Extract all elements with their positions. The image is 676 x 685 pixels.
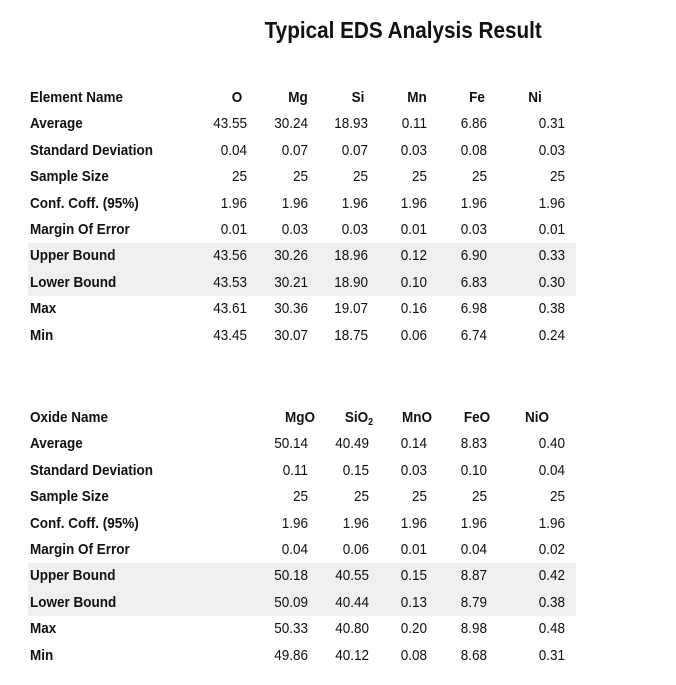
- table-cell: 30.24: [274, 115, 308, 133]
- table-cell: 8.83: [460, 435, 487, 453]
- row-label: Margin Of Error: [30, 220, 130, 238]
- table-cell: 40.12: [335, 646, 369, 664]
- row-label: Min: [30, 326, 54, 344]
- row-label: Upper Bound: [30, 567, 116, 585]
- column-header: Si: [351, 89, 365, 106]
- table-cell: 1.96: [342, 514, 369, 532]
- table-cell: 0.20: [400, 620, 427, 638]
- table-cell: 18.90: [334, 273, 368, 291]
- column-header: Ni: [528, 89, 542, 106]
- table-cell: 0.04: [281, 540, 308, 558]
- table-cell: 25: [352, 168, 368, 186]
- header-label: Element Name: [30, 89, 124, 106]
- table-cell: 0.30: [538, 273, 565, 291]
- column-header: Mg: [288, 89, 308, 106]
- column-header-base: FeO: [463, 409, 491, 426]
- oxide-table: [28, 405, 576, 669]
- table-cell: 0.42: [538, 567, 565, 585]
- row-label: Sample Size: [30, 488, 109, 506]
- table-cell: 1.96: [460, 194, 487, 212]
- table-cell: 0.31: [538, 646, 565, 664]
- table-cell: 25: [292, 168, 308, 186]
- table-cell: 50.33: [274, 620, 308, 638]
- table-cell: 40.55: [335, 567, 369, 585]
- table-cell: 0.03: [400, 141, 427, 159]
- table-row-upper-bound: [28, 243, 576, 269]
- element-table: [28, 85, 576, 349]
- table-cell: 43.56: [213, 247, 247, 265]
- table-cell: 49.86: [274, 646, 308, 664]
- table-cell: 18.93: [334, 115, 368, 133]
- column-header-base: SiO: [344, 409, 369, 426]
- table-cell: 1.96: [538, 514, 565, 532]
- table-cell: 0.15: [400, 567, 427, 585]
- table-cell: 8.98: [460, 620, 487, 638]
- table-row-sample-size: [28, 164, 576, 190]
- table-row-sample-size: [28, 484, 576, 510]
- table-cell: 0.07: [341, 141, 368, 159]
- table-cell: 40.49: [335, 435, 369, 453]
- table-cell: 1.96: [220, 194, 247, 212]
- table-row-max: [28, 616, 576, 642]
- table-cell: 0.24: [538, 326, 565, 344]
- table-row-conf-coff-95: [28, 511, 576, 537]
- table-cell: 18.75: [334, 326, 368, 344]
- column-header-base: MnO: [401, 409, 432, 426]
- table-cell: 25: [471, 488, 487, 506]
- table-cell: 19.07: [334, 300, 368, 318]
- table-cell: 0.01: [400, 220, 427, 238]
- table-cell: 18.96: [334, 247, 368, 265]
- table-row-margin-of-error: [28, 217, 576, 243]
- table-row-max: [28, 296, 576, 322]
- row-label: Upper Bound: [30, 247, 116, 265]
- table-cell: 0.40: [538, 435, 565, 453]
- table-cell: 25: [471, 168, 487, 186]
- table-cell: 0.01: [400, 540, 427, 558]
- row-label: Max: [30, 620, 57, 638]
- table-cell: 0.02: [538, 540, 565, 558]
- table-cell: 0.06: [400, 326, 427, 344]
- table-cell: 1.96: [400, 194, 427, 212]
- table-cell: 1.96: [281, 194, 308, 212]
- column-header: O: [231, 89, 243, 106]
- row-label: Standard Deviation: [30, 461, 154, 479]
- table-cell: 50.14: [274, 435, 308, 453]
- table-cell: 0.08: [400, 646, 427, 664]
- table-row-average: [28, 431, 576, 457]
- table-row-upper-bound: [28, 563, 576, 589]
- table-cell: 0.03: [400, 461, 427, 479]
- table-cell: 25: [411, 168, 427, 186]
- table-row-min: [28, 643, 576, 669]
- row-label: Margin Of Error: [30, 540, 130, 558]
- table-row-average: [28, 111, 576, 137]
- table-cell: 0.04: [460, 540, 487, 558]
- table-cell: 0.01: [220, 220, 247, 238]
- table-cell: 30.21: [274, 273, 308, 291]
- table-cell: 0.16: [400, 300, 427, 318]
- table-row-lower-bound: [28, 270, 576, 296]
- column-header-base: NiO: [524, 409, 549, 426]
- table-cell: 8.79: [460, 593, 487, 611]
- row-label: Conf. Coff. (95%): [30, 194, 139, 212]
- table-cell: 0.03: [460, 220, 487, 238]
- table-cell: 43.55: [213, 115, 247, 133]
- row-label: Conf. Coff. (95%): [30, 514, 139, 532]
- table-cell: 0.03: [281, 220, 308, 238]
- table-cell: 30.07: [274, 326, 308, 344]
- table-cell: 40.44: [335, 593, 369, 611]
- table-cell: 0.11: [401, 115, 427, 133]
- table-cell: 1.96: [341, 194, 368, 212]
- table-cell: 0.38: [538, 593, 565, 611]
- table-cell: 0.33: [538, 247, 565, 265]
- table-row-conf-coff-95: [28, 191, 576, 217]
- table-cell: 6.83: [460, 273, 487, 291]
- row-label: Lower Bound: [30, 593, 117, 611]
- table-cell: 8.68: [460, 646, 487, 664]
- table-row-min: [28, 323, 576, 349]
- row-label: Min: [30, 646, 54, 664]
- table-cell: 0.10: [460, 461, 487, 479]
- table-cell: 0.31: [538, 115, 565, 133]
- table-cell: 0.04: [220, 141, 247, 159]
- table-cell: 0.04: [538, 461, 565, 479]
- column-header: Mn: [407, 89, 427, 106]
- table-cell: 43.45: [213, 326, 247, 344]
- table-cell: 0.01: [538, 220, 565, 238]
- table-cell: 6.86: [460, 115, 487, 133]
- table-cell: 0.15: [342, 461, 369, 479]
- table-header-row: [28, 405, 576, 431]
- table-cell: 6.98: [460, 300, 487, 318]
- table-cell: 25: [549, 168, 565, 186]
- table-cell: 1.96: [281, 514, 308, 532]
- table-cell: 0.38: [538, 300, 565, 318]
- table-cell: 30.36: [274, 300, 308, 318]
- table-cell: 0.10: [400, 273, 427, 291]
- page-title: Typical EDS Analysis Result: [264, 17, 542, 43]
- table-cell: 25: [231, 168, 247, 186]
- table-cell: 0.06: [342, 540, 369, 558]
- table-cell: 25: [353, 488, 369, 506]
- row-label: Max: [30, 300, 57, 318]
- table-cell: 0.48: [538, 620, 565, 638]
- table-cell: 25: [411, 488, 427, 506]
- table-cell: 25: [549, 488, 565, 506]
- column-header-base: MgO: [284, 409, 315, 426]
- table-cell: 0.14: [400, 435, 427, 453]
- column-header: Fe: [469, 89, 485, 106]
- table-cell: 1.96: [460, 514, 487, 532]
- row-label: Lower Bound: [30, 273, 117, 291]
- table-cell: 8.87: [460, 567, 487, 585]
- row-label: Sample Size: [30, 168, 109, 186]
- table-cell: 43.61: [213, 300, 247, 318]
- row-label: Average: [30, 115, 83, 133]
- table-cell: 1.96: [538, 194, 565, 212]
- table-cell: 0.13: [400, 593, 427, 611]
- column-header: [501, 405, 573, 431]
- table-cell: 6.90: [460, 247, 487, 265]
- column-header-subscript: 2: [368, 417, 374, 428]
- table-row-margin-of-error: [28, 537, 576, 563]
- header-label: Oxide Name: [30, 409, 109, 426]
- table-cell: 50.09: [274, 593, 308, 611]
- table-cell: 30.26: [274, 247, 308, 265]
- table-cell: 43.53: [213, 273, 247, 291]
- row-label: Standard Deviation: [30, 141, 154, 159]
- table-cell: 40.80: [335, 620, 369, 638]
- table-row-standard-deviation: [28, 138, 576, 164]
- table-cell: 0.12: [400, 247, 427, 265]
- table-cell: 0.08: [460, 141, 487, 159]
- table-header-row: [28, 85, 576, 111]
- table-cell: 1.96: [400, 514, 427, 532]
- table-row-standard-deviation: [28, 458, 576, 484]
- table-cell: 6.74: [460, 326, 487, 344]
- table-cell: 0.03: [538, 141, 565, 159]
- table-cell: 0.11: [282, 461, 308, 479]
- row-label: Average: [30, 435, 83, 453]
- table-cell: 0.07: [281, 141, 308, 159]
- table-row-lower-bound: [28, 590, 576, 616]
- table-cell: 25: [292, 488, 308, 506]
- table-cell: 0.03: [341, 220, 368, 238]
- table-cell: 50.18: [274, 567, 308, 585]
